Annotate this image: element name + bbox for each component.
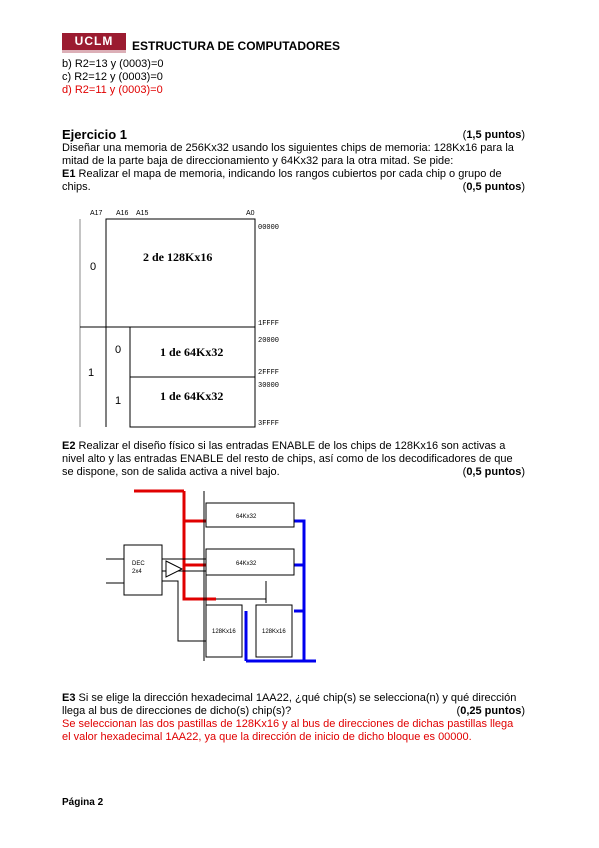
addr-label-a17: A17 — [90, 210, 103, 217]
e3-line-2: llega al bus de direcciones de dicho(s) chip(s)? — [62, 705, 292, 717]
e3-line-1: E3 Si se elige la dirección hexadecimal 1AA22, ¿qué chip(s) se selecciona(n) y qué dirección — [62, 692, 517, 704]
chip-128k-2-label: 128Kx16 — [262, 629, 286, 635]
e2-line-2: nivel alto y las entradas ENABLE del resto de chips, así como de los decodificadores de que — [62, 453, 513, 465]
uclm-logo: UCLM — [62, 33, 126, 50]
sub-bit-1: 1 — [115, 395, 122, 407]
addr-00000: 00000 — [258, 224, 280, 232]
addr-2ffff: 2FFFF — [258, 369, 280, 377]
addr-1ffff: 1FFFF — [258, 320, 280, 328]
e1-points: (0,5 puntos) — [462, 181, 525, 193]
block-label-64k-a: 1 de 64Kx32 — [160, 345, 224, 359]
sub-bit-0: 0 — [115, 344, 122, 356]
memory-map-diagram — [70, 203, 330, 429]
answer-line-1: Se seleccionan las dos pastillas de 128Kx16 y al bus de direcciones de dichas pastillas llega — [62, 718, 514, 730]
logo-underline — [62, 50, 126, 53]
decoder-label: DEC — [132, 561, 145, 567]
exercise-points: (1,5 puntos) — [462, 129, 525, 141]
e1-line-1: E1 Realizar el mapa de memoria, indicando los rangos cubiertos por cada chip o grupo de — [62, 168, 502, 180]
e3-points: (0,25 puntos) — [456, 705, 525, 717]
addr-label-a16: A16 — [116, 210, 129, 217]
exercise-title: Ejercicio 1 — [62, 127, 128, 142]
decoder-block — [124, 545, 162, 595]
intro-line-1: Diseñar una memoria de 256Kx32 usando los siguientes chips de memoria: 128Kx16 para la — [62, 142, 514, 154]
option-d-correct: d) R2=11 y (0003)=0 — [62, 84, 163, 96]
option-b: b) R2=13 y (0003)=0 — [62, 58, 164, 70]
e1-line-2: chips. — [62, 181, 91, 193]
decoder-size: 2x4 — [132, 569, 142, 575]
document-title: ESTRUCTURA DE COMPUTADORES — [132, 39, 341, 53]
bit-bottom: 1 — [88, 367, 95, 379]
intro-line-2: mitad de la parte baja de direccionamiento y 64Kx32 para la otra mitad. Se pide: — [62, 155, 454, 167]
e2-line-1: E2 Realizar el diseño físico si las entradas ENABLE de los chips de 128Kx16 son activas a — [62, 440, 506, 452]
block-128k — [106, 219, 255, 327]
e2-line-3: se dispone, son de salida activa a nivel bajo. — [62, 466, 280, 478]
addr-label-a15: A15 — [136, 210, 149, 217]
inverter-gate — [166, 561, 182, 577]
e2-points: (0,5 puntos) — [462, 466, 525, 478]
circuit-diagram — [66, 481, 326, 681]
addr-20000: 20000 — [258, 337, 280, 345]
bit-top: 0 — [90, 261, 97, 273]
page-number: Página 2 — [62, 797, 104, 808]
chip-128k-1-label: 128Kx16 — [212, 629, 236, 635]
chip-64k-2-label: 64Kx32 — [236, 561, 257, 567]
addr-3ffff: 3FFFF — [258, 420, 280, 428]
option-c: c) R2=12 y (0003)=0 — [62, 71, 163, 83]
chip-64k-1-label: 64Kx32 — [236, 514, 257, 520]
addr-30000: 30000 — [258, 382, 280, 390]
block-label-64k-b: 1 de 64Kx32 — [160, 389, 224, 403]
answer-line-2: el valor hexadecimal 1AA22, ya que la dirección de inicio de dicho bloque es 00000. — [62, 731, 472, 743]
addr-label-a0: A0 — [246, 210, 255, 217]
block-label-128k: 2 de 128Kx16 — [143, 250, 213, 264]
